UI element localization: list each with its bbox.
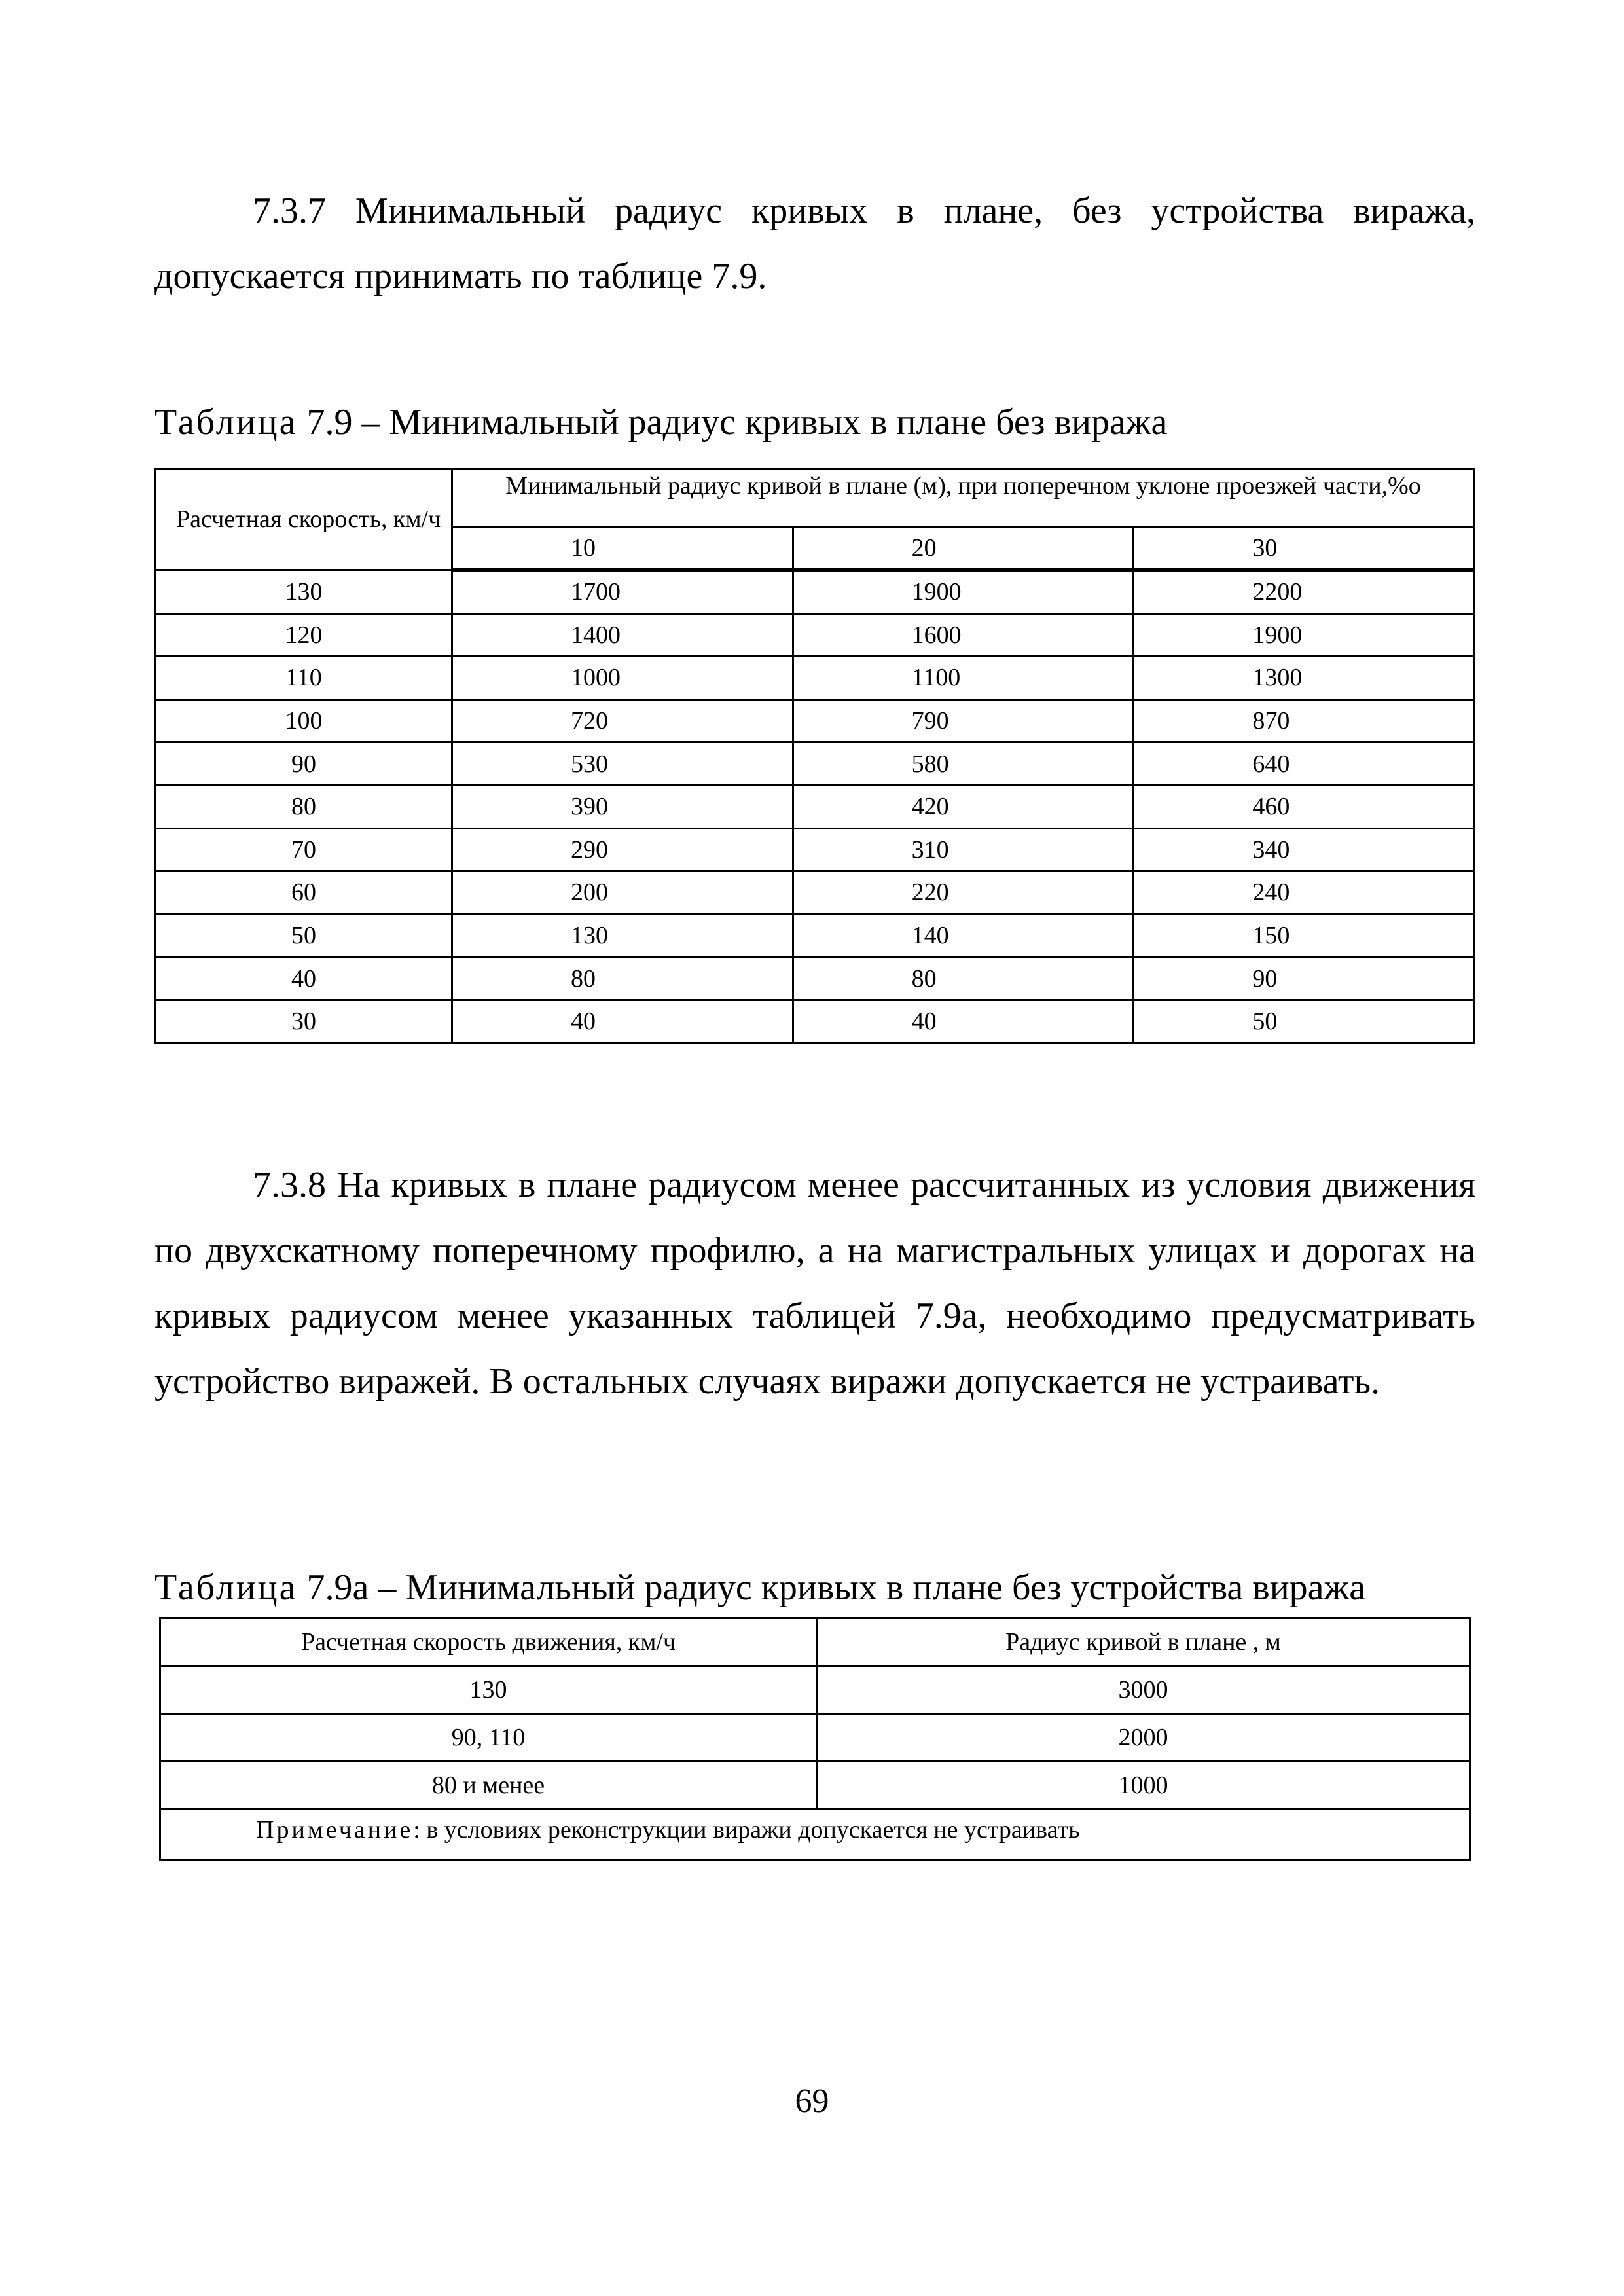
cell-radius-10: 530 bbox=[452, 742, 793, 786]
cell-radius: 1000 bbox=[817, 1762, 1470, 1810]
caption-text: 7.9а – Минимальный радиус кривых в плане без устройства виража bbox=[297, 1567, 1366, 1608]
cell-speed: 60 bbox=[156, 871, 452, 915]
cell-speed: 30 bbox=[156, 1000, 452, 1043]
table-7-9a bbox=[159, 1617, 1471, 1861]
cell-radius-10: 1700 bbox=[452, 570, 793, 613]
cell-radius-30: 1300 bbox=[1134, 657, 1475, 700]
cell-radius-20: 1600 bbox=[793, 613, 1134, 657]
note-label: Примечание bbox=[256, 1816, 414, 1844]
table-7-9-caption bbox=[154, 399, 1167, 445]
paragraph-7-3-8: 7.3.8 На кривых в плане радиусом менее рассчитанных из условия движения по двухскатному поперечному профилю, а на магистральных улицах и дорогах на кривых радиусом менее указанных таблицей 7.9а, необходимо предусматривать устройство виражей. В остальных случаях виражи допускается не устраивать. bbox=[154, 1165, 1475, 1402]
caption-text: 7.9 – Минимальный радиус кривых в плане без виража bbox=[297, 402, 1168, 443]
cell-speed: 70 bbox=[156, 828, 452, 871]
table-row bbox=[160, 1762, 1470, 1810]
cell-radius-30: 2200 bbox=[1134, 570, 1475, 613]
table-header-row bbox=[156, 469, 1475, 528]
cell-radius-20: 140 bbox=[793, 914, 1134, 957]
cell-radius-30: 870 bbox=[1134, 699, 1475, 742]
cell-radius-10: 40 bbox=[452, 1000, 793, 1043]
cell-radius-10: 720 bbox=[452, 699, 793, 742]
cell-speed: 90, 110 bbox=[160, 1714, 817, 1762]
cell-radius-30: 1900 bbox=[1134, 613, 1475, 657]
table-row bbox=[156, 657, 1475, 700]
cell-radius-30: 90 bbox=[1134, 957, 1475, 1000]
cell-radius-30: 50 bbox=[1134, 1000, 1475, 1043]
subheader-30: 30 bbox=[1134, 528, 1475, 570]
cell-radius-30: 240 bbox=[1134, 871, 1475, 915]
cell-radius-10: 200 bbox=[452, 871, 793, 915]
caption-label: Таблица bbox=[154, 1567, 298, 1608]
cell-radius-30: 460 bbox=[1134, 785, 1475, 828]
cell-speed: 80 bbox=[156, 785, 452, 828]
table-note-row bbox=[160, 1810, 1470, 1860]
cell-speed: 90 bbox=[156, 742, 452, 786]
table-header-row bbox=[160, 1618, 1470, 1666]
table-row bbox=[160, 1666, 1470, 1714]
cell-radius-10: 80 bbox=[452, 957, 793, 1000]
table-row bbox=[156, 1000, 1475, 1043]
table-note bbox=[160, 1810, 1470, 1860]
cell-radius-20: 220 bbox=[793, 871, 1134, 915]
cell-radius-10: 1000 bbox=[452, 657, 793, 700]
page-number: 69 bbox=[795, 2083, 829, 2120]
cell-radius-10: 1400 bbox=[452, 613, 793, 657]
cell-radius-20: 80 bbox=[793, 957, 1134, 1000]
cell-speed: 110 bbox=[156, 657, 452, 700]
table-row bbox=[160, 1714, 1470, 1762]
caption-label: Таблица bbox=[154, 402, 298, 443]
table-row bbox=[156, 570, 1475, 613]
cell-speed: 40 bbox=[156, 957, 452, 1000]
cell-radius-20: 420 bbox=[793, 785, 1134, 828]
cell-radius: 3000 bbox=[817, 1666, 1470, 1714]
table-7-9 bbox=[154, 468, 1475, 1044]
table-row bbox=[156, 742, 1475, 786]
cell-radius-20: 580 bbox=[793, 742, 1134, 786]
cell-radius-30: 150 bbox=[1134, 914, 1475, 957]
cell-radius: 2000 bbox=[817, 1714, 1470, 1762]
cell-radius-20: 790 bbox=[793, 699, 1134, 742]
cell-radius-20: 1900 bbox=[793, 570, 1134, 613]
header-speed: Расчетная скорость движения, км/ч bbox=[160, 1618, 817, 1666]
cell-radius-20: 40 bbox=[793, 1000, 1134, 1043]
table-row bbox=[156, 914, 1475, 957]
cell-radius-20: 310 bbox=[793, 828, 1134, 871]
cell-speed: 50 bbox=[156, 914, 452, 957]
table-7-9a-caption bbox=[154, 1565, 1365, 1611]
cell-radius-30: 640 bbox=[1134, 742, 1475, 786]
table-row bbox=[156, 957, 1475, 1000]
header-radius: Радиус кривой в плане , м bbox=[817, 1618, 1470, 1666]
cell-radius-20: 1100 bbox=[793, 657, 1134, 700]
paragraph-7-3-7: 7.3.7 Минимальный радиус кривых в плане, без устройства виража, допускается принимать по таблице 7.9. bbox=[154, 191, 1475, 297]
cell-speed: 80 и менее bbox=[160, 1762, 817, 1810]
cell-speed: 130 bbox=[160, 1666, 817, 1714]
cell-speed: 130 bbox=[156, 570, 452, 613]
subheader-10: 10 bbox=[452, 528, 793, 570]
note-text: : в условиях реконструкции виражи допускается не устраивать bbox=[413, 1816, 1080, 1844]
subheader-20: 20 bbox=[793, 528, 1134, 570]
table-row bbox=[156, 699, 1475, 742]
table-7-9-body bbox=[156, 570, 1475, 1043]
header-speed: Расчетная скорость, км/ч bbox=[156, 469, 452, 570]
cell-radius-10: 290 bbox=[452, 828, 793, 871]
cell-radius-10: 390 bbox=[452, 785, 793, 828]
table-row bbox=[156, 828, 1475, 871]
cell-speed: 100 bbox=[156, 699, 452, 742]
cell-radius-10: 130 bbox=[452, 914, 793, 957]
header-radius: Минимальный радиус кривой в плане (м), при поперечном уклоне проезжей части,%о bbox=[452, 469, 1475, 528]
cell-speed: 120 bbox=[156, 613, 452, 657]
table-row bbox=[156, 785, 1475, 828]
table-row bbox=[156, 613, 1475, 657]
table-row bbox=[156, 871, 1475, 915]
cell-radius-30: 340 bbox=[1134, 828, 1475, 871]
